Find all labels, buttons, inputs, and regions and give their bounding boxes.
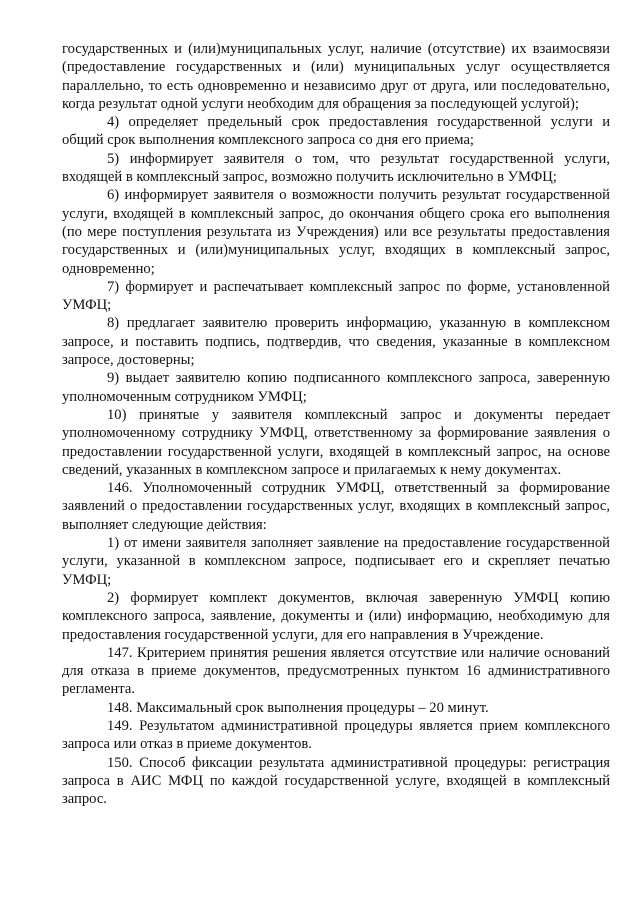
paragraph-section-150: 150. Способ фиксации результата административной процедуры: регистрация запроса в АИС МФЦ по каждой государственной услуге, входящей в комплексный запрос. bbox=[62, 754, 610, 808]
paragraph-146-item-1: 1) от имени заявителя заполняет заявление на предоставление государственной услуги, указанной в комплексном запросе, подписывает его и скрепляет печатью УМФЦ; bbox=[62, 535, 610, 588]
document-body bbox=[62, 40, 610, 808]
paragraph-section-147: 147. Критерием принятия решения является отсутствие или наличие оснований для отказа в приеме документов, предусмотренных пунктом 16 административного регламента. bbox=[62, 644, 610, 698]
paragraph-continuation: государственных и (или)муниципальных услуг, наличие (отсутствие) их взаимосвязи (предоставление государственных и (или) муниципальных услуг осуществляется параллельно, то есть одновременно и независимо друг от друга, или последовательно, когда результат одной услуги необходим для обращения за последующей услугой); bbox=[62, 41, 610, 112]
paragraph-146-item-2: 2) формирует комплект документов, включая заверенную УМФЦ копию комплексного запроса, заявление, документы и (или) информацию, необходимую для предоставления государственной услуги, для его направления в Учреждение. bbox=[62, 589, 610, 643]
paragraph-item-9: 9) выдает заявителю копию подписанного комплексного запроса, заверенную уполномоченным сотрудником УМФЦ; bbox=[62, 370, 610, 405]
paragraph-section-149: 149. Результатом административной процедуры является прием комплексного запроса или отказ в приеме документов. bbox=[62, 717, 610, 753]
paragraph-item-5: 5) информирует заявителя о том, что результат государственной услуги, входящей в комплексный запрос, возможно получить исключительно в УМФЦ; bbox=[62, 150, 610, 186]
paragraph-item-8: 8) предлагает заявителю проверить информацию, указанную в комплексном запросе, и поставить подпись, подтвердив, что сведения, указанные в комплексном запросе, достоверны; bbox=[62, 315, 610, 369]
paragraph-item-7: 7) формирует и распечатывает комплексный запрос по форме, установленной УМФЦ; bbox=[62, 278, 610, 314]
paragraph-section-146: 146. Уполномоченный сотрудник УМФЦ, ответственный за формирование заявлений о предоставлении государственных услуг, входящих в комплексный запрос, выполняет следующие действия: bbox=[62, 480, 610, 533]
paragraph-item-10: 10) принятые у заявителя комплексный запрос и документы передает уполномоченному сотруднику УМФЦ, ответственному за формирование заявления о предоставлении государственной услуги, входящей в комплексный запрос, на основе сведений, указанных в комплексном запросе и прилагаемых к нему документах. bbox=[62, 406, 610, 478]
paragraph-section-148: 148. Максимальный срок выполнения процедуры – 20 минут. bbox=[107, 699, 489, 716]
paragraph-item-4: 4) определяет предельный срок предоставления государственной услуги и общий срок выполнения комплексного запроса со дня его приема; bbox=[62, 114, 610, 149]
paragraph-item-6: 6) информирует заявителя о возможности получить результат государственной услуги, входящей в комплексный запрос, до окончания общего срока его выполнения (по мере поступления результата из Учреждения) или все результаты предоставления государственных и (или)муниципальных услуг, входящих в комплексный запрос, одновременно; bbox=[62, 187, 610, 277]
